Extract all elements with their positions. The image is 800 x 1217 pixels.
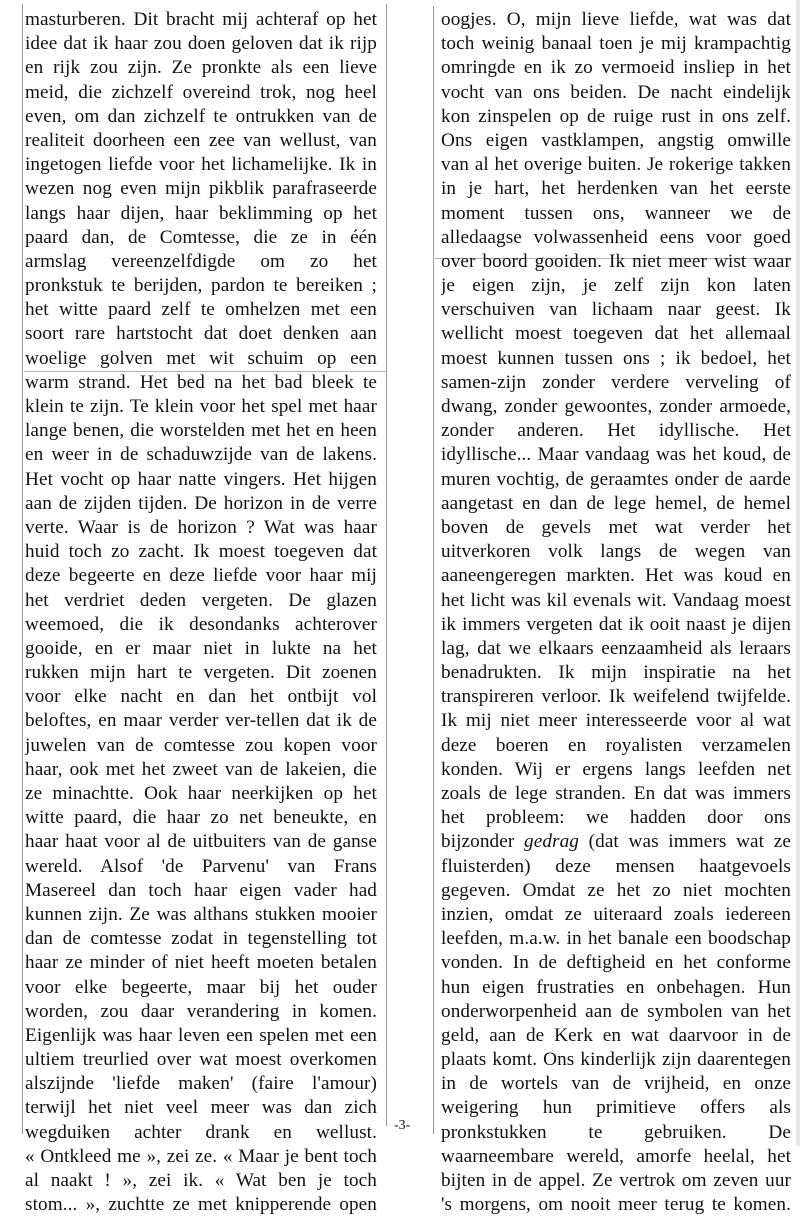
column-divider xyxy=(386,4,387,1126)
text-line: worden, zou daar verandering in komen. xyxy=(25,1000,377,1022)
text-line: zonder anderen. Het idyllische. Het xyxy=(441,420,791,442)
text-line: ik immers vergeten dat ik ooit naast je dijen xyxy=(441,613,791,635)
scan-edge xyxy=(796,0,800,1146)
text-line: pronkstukken te gebruiken. De xyxy=(441,1121,791,1143)
text-line: alszijnde 'liefde maken' (faire l'amour) xyxy=(25,1073,377,1095)
text-line: « Ontkleed me », zei ze. « Maar je bent toch xyxy=(25,1145,377,1167)
text-line: langs haar dijen, haar beklimming op het xyxy=(25,202,377,224)
text-line: woelige golven met wit schuim op een xyxy=(25,347,377,369)
text-line: benadrukten. Ik mijn inspiratie na het xyxy=(441,662,791,684)
text-line: verschuiven van lichaam naar geest. Ik xyxy=(441,299,791,321)
text-line: samen-zijn zonder verdere verveling of xyxy=(441,371,791,393)
text-line: lag, dat we elkaars eenzaamheid als leraars xyxy=(441,637,791,659)
text-line: Ik mij niet meer interesseerde voor al wat xyxy=(441,710,791,732)
text-line: fluisterden) deze mensen haatgevoels xyxy=(441,855,791,877)
text-line: hun eigen frustraties en onbehagen. Hun xyxy=(441,976,791,998)
text-line: aaneengeregen markten. Het was koud en xyxy=(441,565,791,587)
text-line: in je hart, het herdenken van het eerste xyxy=(441,178,791,200)
text-line: verte. Waar is de horizon ? Wat was haar xyxy=(25,516,377,538)
text-line: oogjes. O, mijn lieve liefde, wat was dat xyxy=(441,9,791,30)
text-line: al naakt ! », zei ik. « Wat ben je toch xyxy=(25,1170,377,1191)
text-line: armslag vereenzelfdigde om zo het xyxy=(25,250,377,272)
text-line: over boord gooiden. Ik niet meer wist waar xyxy=(441,250,791,272)
text-line: moment tussen ons, wanneer we de xyxy=(441,202,791,224)
text-line: kon zinspelen op de ruige rust in ons zelf. xyxy=(441,105,791,127)
text-line: leefden, m.a.w. in het banale een boodschap xyxy=(441,928,791,950)
text-line: wereld. Alsof 'de Parvenu' van Frans xyxy=(25,855,377,877)
text-line: dan de comtesse zodat in tegenstelling tot xyxy=(25,928,377,950)
text-line: terwijl het niet veel meer was dan zich xyxy=(25,1097,377,1119)
text-line: Het vocht op haar natte vingers. Het hijgen xyxy=(25,468,377,490)
text-line: juwelen van de comtesse zou kopen voor xyxy=(25,734,377,756)
text-line: toch weinig banaal toen je mij krampachtig xyxy=(441,33,791,55)
text-line: ultiem treurlied over wat moest overkomen xyxy=(25,1049,377,1071)
text-line: alledaagse volwassenheid eens voor goed xyxy=(441,226,791,248)
text-line: masturberen. Dit bracht mij achteraf op het xyxy=(25,9,377,30)
text-line: konden. Wij er ergens langs leefden net xyxy=(441,758,791,780)
text-line: plaats komt. Ons kinderlijk zijn daarentegen xyxy=(441,1049,791,1071)
text-line: moest kunnen tussen ons ; ik bedoel, het xyxy=(441,347,791,369)
text-line: vocht van ons beiden. De nacht eindelijk xyxy=(441,81,791,103)
text-line: uitverkoren volk langs de wegen van xyxy=(441,541,791,563)
text-line: bijzonder gedrag (dat was immers wat ze xyxy=(441,831,791,853)
page-number: -3- xyxy=(394,1118,411,1133)
text-line: geld, aan de Kerk en wat daarvoor in de xyxy=(441,1024,791,1046)
left-text-column xyxy=(25,8,377,1217)
text-line: en rijk zou zijn. Ze pronkte als een lieve xyxy=(25,57,377,79)
column-divider xyxy=(433,6,434,1134)
text-line: kunnen zijn. Ze was althans stukken mooier xyxy=(25,903,377,925)
text-line: inzien, omdat ze uiteraard zoals iedereen xyxy=(441,903,791,925)
text-line: meid, die zichzelf overeind trok, nog heel xyxy=(25,81,377,103)
text-line: ze minachtte. Ook haar neerkijken op het xyxy=(25,783,377,804)
text-line: idee dat ik haar zou doen geloven dat ik rijp xyxy=(25,33,377,55)
text-line: en weer in de schaduwzijde van de lakens. xyxy=(25,444,377,466)
text-line: waarneembare wereld, amorfe heelal, het xyxy=(441,1145,791,1167)
text-line: het verdriet deden vergeten. De glazen xyxy=(25,589,377,611)
text-line: deze begeerte en deze liefde voor haar mij xyxy=(25,565,377,587)
text-line: rukken mijn hart te vergeten. Dit zoenen xyxy=(25,662,377,684)
text-line: deze boeren en royalisten verzamelen xyxy=(441,734,791,756)
text-line: het witte paard zelf te omhelzen met een xyxy=(25,299,377,321)
right-text-column xyxy=(441,8,791,1217)
text-line: wegduiken achter drank en wellust. xyxy=(25,1121,377,1143)
text-line: haar haat voor al de uitbuiters van de ganse xyxy=(25,831,377,853)
text-line: transpireren verloor. Ik weifelend twijfelde. xyxy=(441,686,791,708)
text-line: warm strand. Het bed na het bad bleek te xyxy=(25,371,377,393)
text-line: haar ze minder of niet heeft moeten betalen xyxy=(25,952,377,974)
text-line: vonden. In de deftigheid en het conforme xyxy=(441,952,791,974)
text-line: lange benen, die worstelden met het en heen xyxy=(25,420,377,442)
text-line: paard dan, de Comtesse, die ze in één xyxy=(25,226,377,248)
text-line: pronkstuk te berijden, pardon te bereiken ; xyxy=(25,275,377,297)
text-line: bijten in de appel. Ze vertrok om zeven uur xyxy=(441,1170,791,1191)
text-line: huid toch zo zacht. Ik moest toegeven dat xyxy=(25,541,377,563)
text-line: 's morgens, om nooit meer terug te komen. xyxy=(441,1194,791,1216)
text-line: weigering hun primitieve offers als xyxy=(441,1097,791,1119)
text-line: voor elke nacht en dan het ontbijt vol xyxy=(25,686,377,708)
text-line: onderworpenheid aan de symbolen van het xyxy=(441,1000,791,1022)
text-line: weemoed, die ik desondanks achterover xyxy=(25,613,377,635)
text-line: wezen nog even mijn pikblik parafraseerde xyxy=(25,178,377,200)
text-line: idyllische... Maar vandaag was het koud, de xyxy=(441,444,791,466)
text-line: aangetast en dan de lege hemel, de hemel xyxy=(441,492,791,514)
text-line: het licht was kil evenals wit. Vandaag moest xyxy=(441,589,791,611)
text-line: even, om dan zichzelf te ontrukken van de xyxy=(25,105,377,127)
text-line: Ons eigen vastklampen, angstig omwille xyxy=(441,129,791,151)
column-divider xyxy=(22,4,23,1134)
text-line: in de wortels van de vrijheid, en onze xyxy=(441,1073,791,1095)
text-line: gooide, en er maar niet in lukte na het xyxy=(25,637,377,659)
text-line: Masereel dan toch haar eigen vader had xyxy=(25,879,377,901)
text-line: realiteit doorheen een zee van wellust, van xyxy=(25,129,377,151)
text-line: ingetogen liefde voor het lichamelijke. Ik in xyxy=(25,154,377,176)
text-line: stom... », zuchtte ze met knipperende open xyxy=(25,1194,377,1216)
text-line: dwang, zonder gewoontes, zonder armoede, xyxy=(441,396,791,417)
text-line: haar, ook met het zweet van de lakeien, die xyxy=(25,758,377,780)
text-line: omringde en ik zo vermoeid insliep in het xyxy=(441,57,791,79)
text-line: zoals de lege stranden. En dat was immers xyxy=(441,783,791,804)
text-line: wellicht moest toegeven dat het allemaal xyxy=(441,323,791,345)
text-line: soort rare hartstocht dat doet denken aan xyxy=(25,323,377,345)
text-line: gegeven. Omdat ze het zo niet mochten xyxy=(441,879,791,901)
text-line: Eigenlijk was haar leven een spelen met een xyxy=(25,1024,377,1046)
text-line: boven de gevels met wat verder het xyxy=(441,516,791,538)
text-line: je eigen zijn, je zelf zijn kon laten xyxy=(441,275,791,297)
text-line: aan de zijden tijden. De horizon in de verre xyxy=(25,492,377,514)
text-line: beloftes, en maar verder ver-tellen dat ik de xyxy=(25,710,377,732)
text-line: klein te zijn. Te klein voor het spel met haar xyxy=(25,396,377,417)
text-line: het probleem: we hadden door ons xyxy=(441,807,791,829)
text-line: witte paard, die haar zo net beneukte, en xyxy=(25,807,377,829)
text-line: muren vochtig, de geraamtes onder de aarde xyxy=(441,468,791,490)
text-line: voor elke begeerte, maar bij het ouder xyxy=(25,976,377,998)
text-line: van al het overige buiten. Je rokerige takken xyxy=(441,154,791,176)
